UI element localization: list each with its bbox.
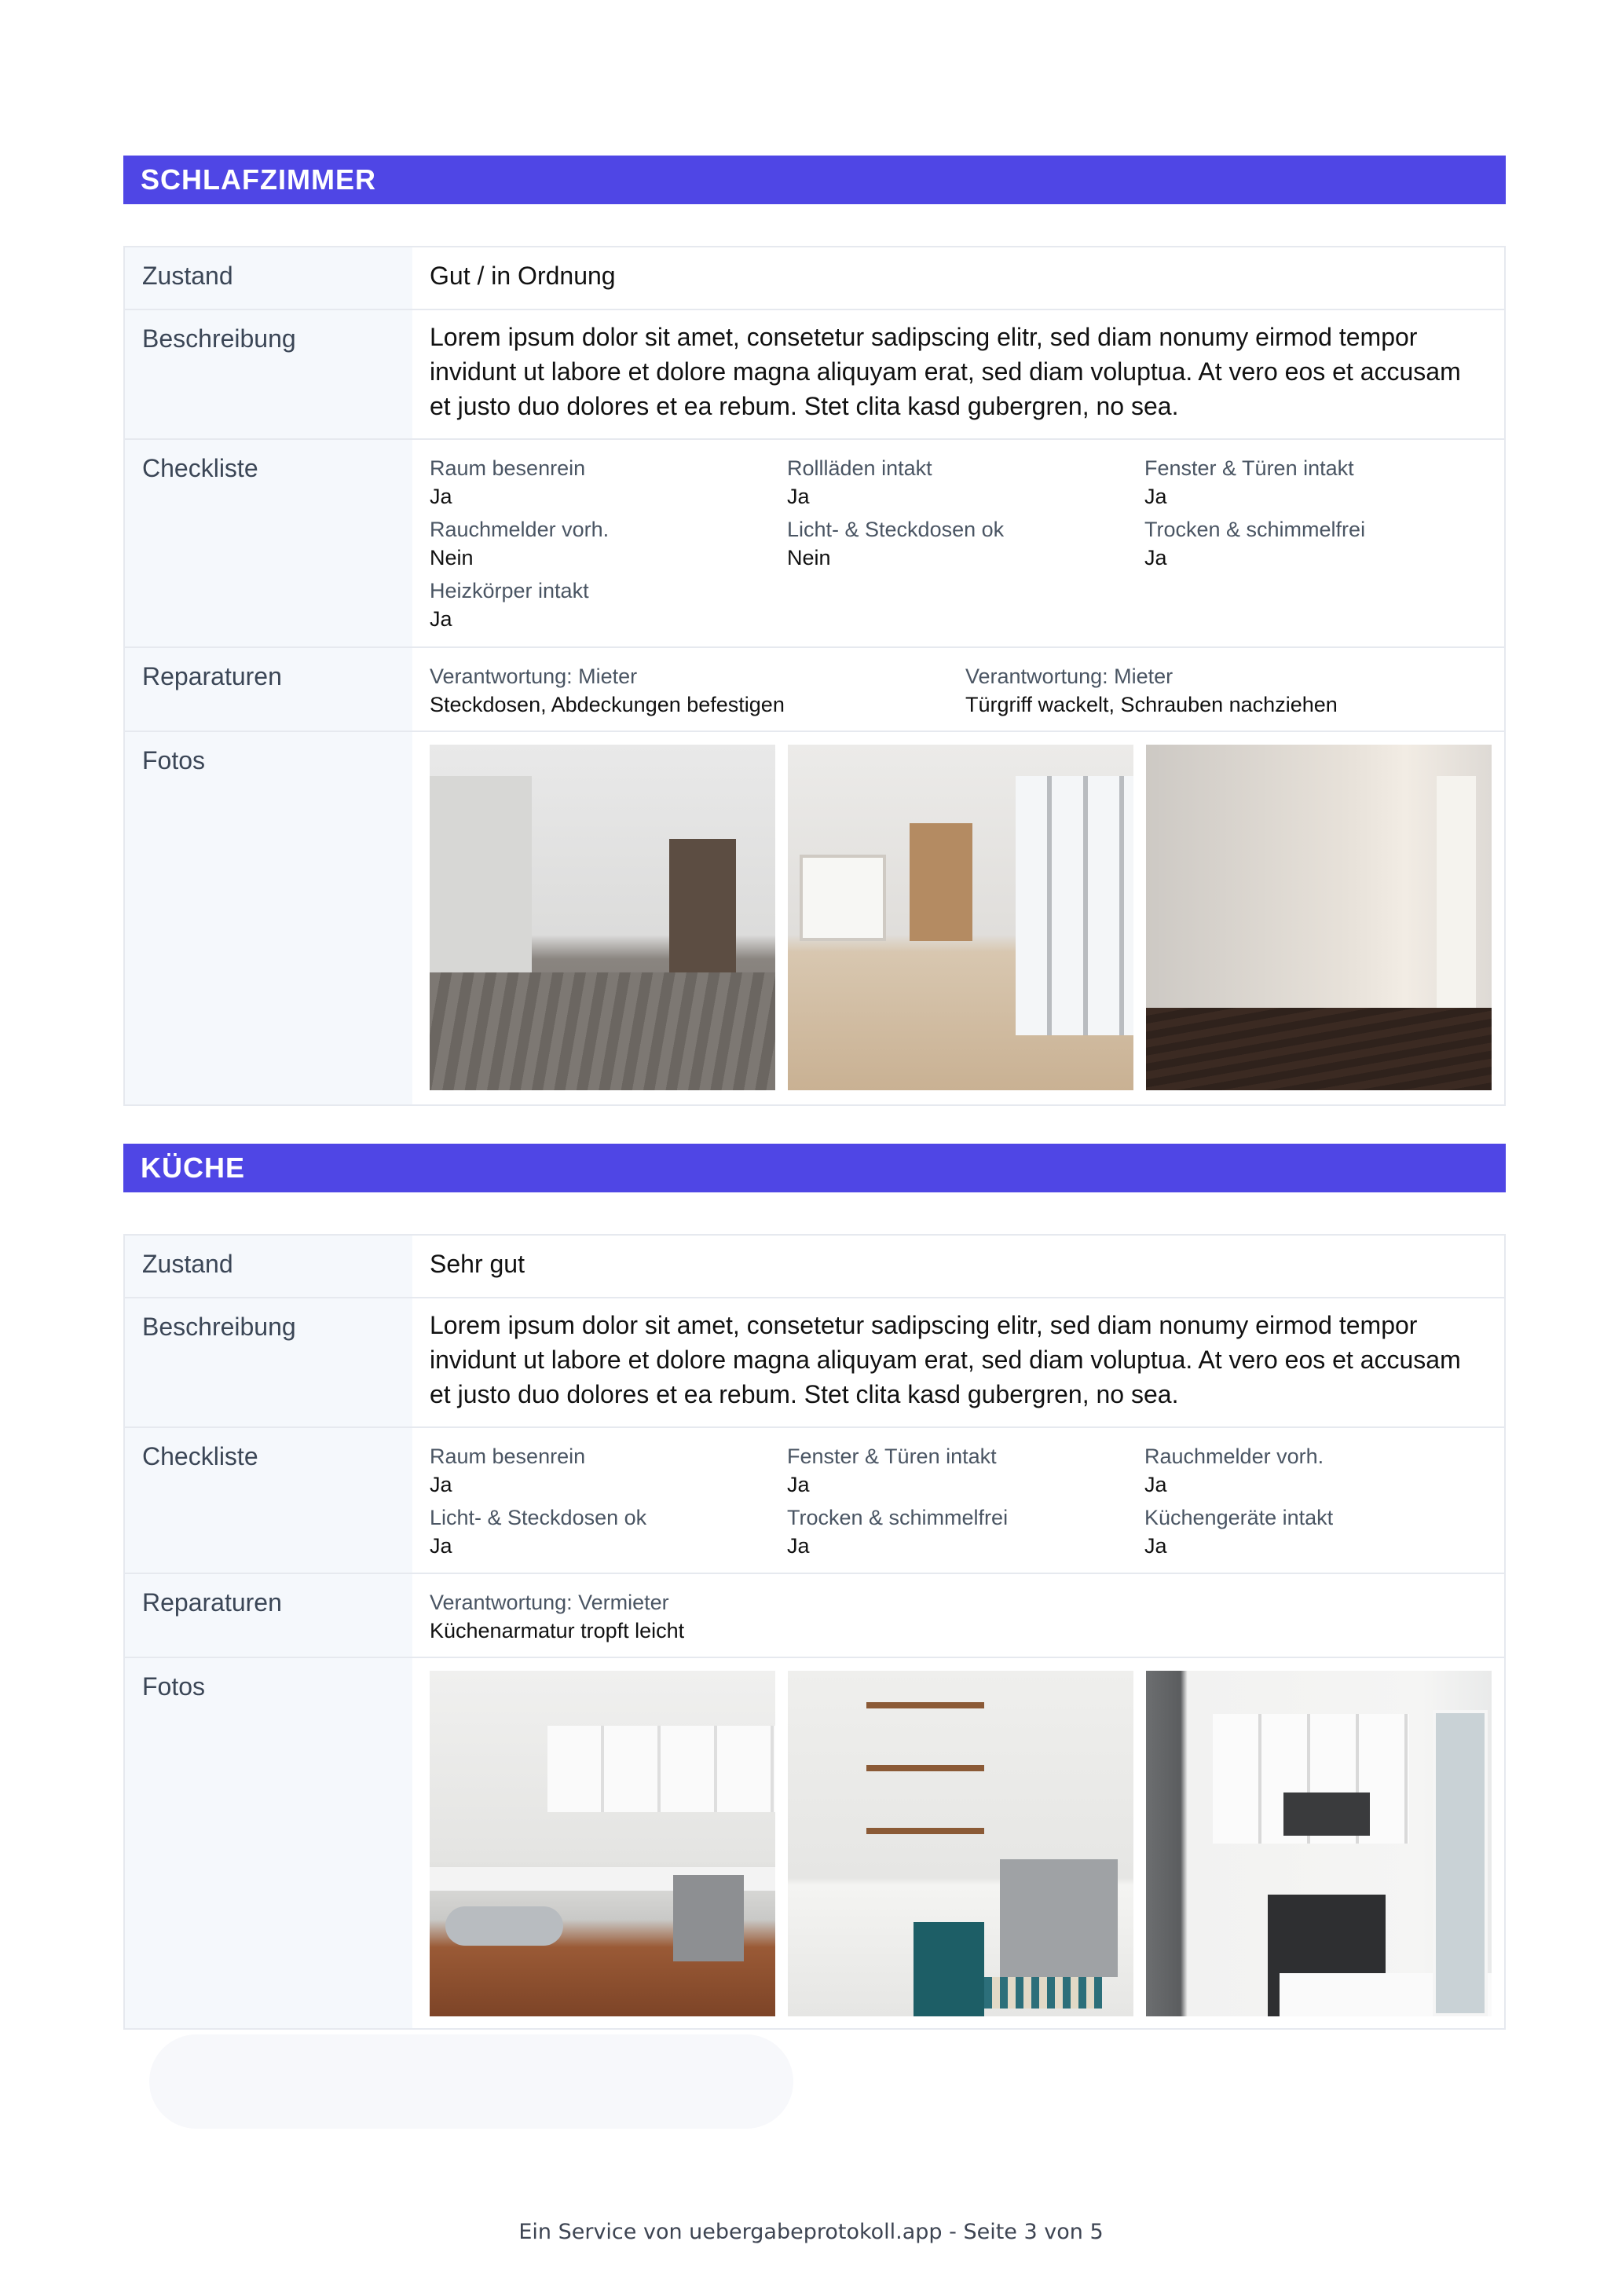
value-zustand: Sehr gut bbox=[430, 1250, 525, 1278]
photo-kitchen-stove[interactable] bbox=[1146, 1671, 1492, 2016]
repairs bbox=[412, 1574, 1518, 1657]
check-item: Licht- & Steckdosen ok Ja bbox=[430, 1506, 647, 1558]
room-table bbox=[123, 1234, 1506, 2030]
photo-kitchen-shelves[interactable] bbox=[788, 1671, 1133, 2016]
section-title: KÜCHE bbox=[123, 1144, 1506, 1192]
repair-item: Verantwortung: Mieter Steckdosen, Abdeckungen befestigen bbox=[430, 665, 785, 716]
photo-gallery bbox=[412, 732, 1509, 1104]
label-beschreibung: Beschreibung bbox=[125, 1298, 412, 1426]
repairs bbox=[412, 648, 1518, 731]
label-checkliste: Checkliste bbox=[125, 440, 412, 646]
section-schlafzimmer bbox=[123, 156, 1506, 1106]
photo-bedroom-empty[interactable] bbox=[1146, 745, 1492, 1090]
check-item: Fenster & Türen intakt Ja bbox=[1144, 456, 1354, 508]
check-item: Raum besenrein Ja bbox=[430, 456, 586, 508]
check-item: Rollläden intakt Ja bbox=[787, 456, 932, 508]
check-item: Heizkörper intakt Ja bbox=[430, 579, 589, 631]
label-beschreibung: Beschreibung bbox=[125, 310, 412, 438]
photo-bedroom-hallway[interactable] bbox=[430, 745, 775, 1090]
label-fotos: Fotos bbox=[125, 1658, 412, 2028]
photo-gallery bbox=[412, 1658, 1509, 2028]
check-item: Küchengeräte intakt Ja bbox=[1144, 1506, 1334, 1558]
check-item: Trocken & schimmelfrei Ja bbox=[1144, 518, 1366, 569]
row-checkliste bbox=[125, 1426, 1504, 1573]
background-shape bbox=[149, 2034, 793, 2129]
row-zustand bbox=[125, 247, 1504, 309]
repair-item: Verantwortung: Vermieter Küchenarmatur tropft leicht bbox=[430, 1591, 685, 1642]
check-item: Rauchmelder vorh. Nein bbox=[430, 518, 610, 569]
label-zustand: Zustand bbox=[125, 247, 412, 309]
row-reparaturen bbox=[125, 1573, 1504, 1657]
row-checkliste bbox=[125, 438, 1504, 646]
row-reparaturen bbox=[125, 646, 1504, 731]
check-item: Raum besenrein Ja bbox=[430, 1445, 586, 1496]
page-footer: Ein Service von uebergabeprotokoll.app - Seite 3 von 5 bbox=[518, 2220, 1104, 2244]
row-beschreibung bbox=[125, 309, 1504, 438]
room-table bbox=[123, 246, 1506, 1106]
check-item: Licht- & Steckdosen ok Nein bbox=[787, 518, 1005, 569]
label-reparaturen: Reparaturen bbox=[125, 1574, 412, 1657]
check-item: Rauchmelder vorh. Ja bbox=[1144, 1445, 1324, 1496]
section-kueche bbox=[123, 1144, 1506, 2030]
value-beschreibung: Lorem ipsum dolor sit amet, consetetur sadipscing elitr, sed diam nonumy eirmod tempor invidunt ut labore et dolore magna aliquyam erat, sed diam voluptua. At vero eos et accusam et justo duo dolores et ea rebum. Stet clita kasd gubergren, no sea. bbox=[430, 1311, 1461, 1408]
label-zustand: Zustand bbox=[125, 1236, 412, 1297]
value-zustand: Gut / in Ordnung bbox=[430, 262, 616, 290]
row-fotos bbox=[125, 1657, 1504, 2028]
value-beschreibung: Lorem ipsum dolor sit amet, consetetur sadipscing elitr, sed diam nonumy eirmod tempor invidunt ut labore et dolore magna aliquyam erat, sed diam voluptua. At vero eos et accusam et justo duo dolores et ea rebum. Stet clita kasd gubergren, no sea. bbox=[430, 323, 1461, 420]
checklist bbox=[412, 440, 1519, 646]
label-checkliste: Checkliste bbox=[125, 1428, 412, 1573]
row-fotos bbox=[125, 731, 1504, 1104]
check-item: Trocken & schimmelfrei Ja bbox=[787, 1506, 1009, 1558]
checklist bbox=[412, 1428, 1519, 1573]
label-fotos: Fotos bbox=[125, 732, 412, 1104]
photo-bedroom-living[interactable] bbox=[788, 745, 1133, 1090]
row-zustand bbox=[125, 1236, 1504, 1297]
photo-kitchen-sink[interactable] bbox=[430, 1671, 775, 2016]
check-item: Fenster & Türen intakt Ja bbox=[787, 1445, 997, 1496]
label-reparaturen: Reparaturen bbox=[125, 648, 412, 731]
section-title: SCHLAFZIMMER bbox=[123, 156, 1506, 204]
row-beschreibung bbox=[125, 1297, 1504, 1426]
repair-item: Verantwortung: Mieter Türgriff wackelt, Schrauben nachziehen bbox=[965, 665, 1338, 716]
